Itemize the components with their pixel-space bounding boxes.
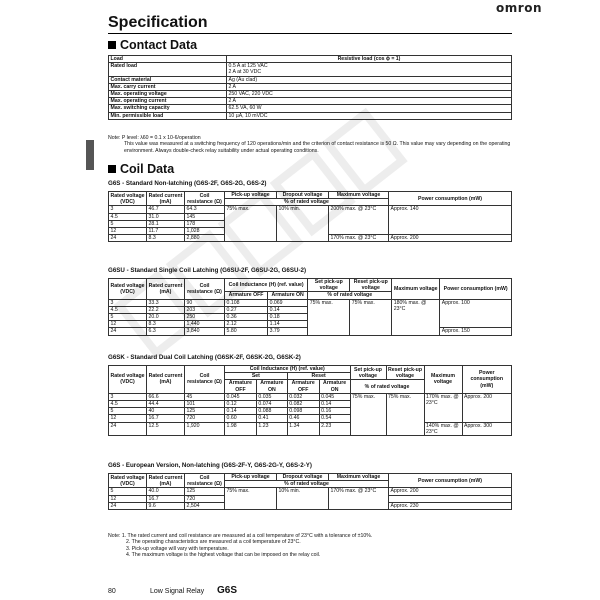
table-cell: 46.7 [147, 206, 185, 213]
table-header: Dropout voltage [277, 474, 329, 481]
table-header: Rated voltage (VDC) [109, 366, 147, 394]
table-cell: 170% max. @ 23°C [329, 488, 389, 510]
table-cell: 0.14 [268, 306, 308, 313]
coil-table-european [108, 473, 512, 510]
table-cell: 5 [109, 220, 147, 227]
table-cell [389, 495, 512, 502]
table-cell: 2.23 [319, 422, 350, 435]
table-header: Rated current (mA) [147, 192, 185, 206]
table-header: % of rated voltage [350, 380, 424, 393]
table-header: Rated voltage (VDC) [110, 474, 145, 487]
table-cell: 3 [109, 393, 147, 400]
table-header: % of rated voltage [225, 481, 389, 488]
table-title: G6SU - Standard Single Coil Latching (G6SU-2F, G6SU-2G, G6SU-2) [108, 267, 307, 274]
table-cell: 140% max. @ 23°C [424, 422, 462, 435]
table-cell: 8.3 [147, 235, 185, 242]
table-cell: Approx. 200 [462, 393, 512, 422]
table-cell: 6.3 [147, 328, 185, 335]
table-cell: 62.5 VA, 60 W [227, 105, 512, 112]
page-title: Specification [108, 14, 208, 31]
table-cell: Max. operating voltage [109, 91, 227, 98]
table-cell: 3,840 [185, 328, 225, 335]
table-cell: 0.069 [268, 299, 308, 306]
table-cell: 0.074 [256, 401, 287, 408]
table-row [109, 488, 512, 495]
table-cell: 0.108 [225, 299, 268, 306]
table-cell: 75% max. [225, 206, 277, 242]
table-cell: Approx. 300 [462, 422, 512, 435]
table-cell: 75% max. [350, 299, 392, 335]
table-cell: 24 [109, 502, 147, 509]
table-cell: 4.5 [109, 213, 147, 220]
table-cell: Load [109, 56, 227, 63]
table-cell: 1,920 [185, 422, 225, 435]
table-header: Power consumption (mW) [389, 474, 512, 488]
table-cell: 1,028 [185, 228, 225, 235]
table-header: % of rated voltage [225, 199, 389, 206]
table-cell: 170% max. @ 23°C [424, 393, 462, 422]
table-header: Maximum voltage [424, 366, 462, 394]
table-cell: Contact material [109, 76, 227, 83]
note-line: 2. The operating characteristics are measured at a coil temperature of 23°C. [126, 539, 301, 546]
footer-product-code: G6S [217, 585, 238, 596]
table-cell: 0.045 [225, 393, 257, 400]
table-title: G6S - European Version, Non-latching (G6S-2F-Y, G6S-2G-Y, G6S-2-Y) [108, 462, 312, 469]
table-cell: 250 [185, 314, 225, 321]
table-cell: 0.088 [256, 408, 287, 415]
table-header: Power consumption (mW) [440, 279, 512, 300]
table-cell: Approx. 200 [389, 235, 512, 242]
table-cell: 1.98 [225, 422, 257, 435]
table-cell: 5 [109, 408, 147, 415]
table-header: Coil resistance (Ω) [185, 279, 225, 300]
table-cell: 75% max. [350, 393, 386, 435]
table-header: Armature ON [268, 292, 308, 299]
table-cell: 101 [185, 401, 225, 408]
side-tab-marker [86, 140, 94, 170]
title-divider [108, 33, 512, 34]
table-row [109, 422, 512, 435]
table-cell: 12 [109, 321, 147, 328]
table-header: Armature ON [319, 380, 350, 393]
table-cell: 9.6 [147, 502, 185, 509]
table-cell: Min. permissible load [109, 112, 227, 119]
table-cell: 2.12 [225, 321, 268, 328]
table-cell: 170% max. @ 23°C [329, 235, 389, 242]
table-cell: 40.0 [147, 488, 185, 495]
note-line: 4. The maximum voltage is the highest voltage that can be imposed on the relay coil. [126, 552, 321, 559]
table-cell: 2,880 [185, 235, 225, 242]
table-cell: 1.34 [287, 422, 319, 435]
table-cell: 0.27 [225, 306, 268, 313]
footer-section: Low Signal Relay [150, 588, 205, 595]
table-cell: 0.18 [268, 314, 308, 321]
table-cell: 40 [147, 408, 185, 415]
table-cell: 720 [185, 495, 225, 502]
table-cell: 0.032 [287, 393, 319, 400]
table-header: Reset pick-up voltage [388, 366, 423, 379]
table-cell: 125 [185, 408, 225, 415]
table-cell: 1.23 [256, 422, 287, 435]
table-cell: 10% min. [277, 488, 329, 510]
table-cell: 145 [185, 213, 225, 220]
note-line: 3. Pick-up voltage will vary with temperature. [126, 545, 229, 552]
table-cell: 0.54 [319, 415, 350, 422]
coil-notes [108, 533, 512, 559]
note-line: Note: 1. The rated current and coil resistance are measured at a coil temperature of 23°C with a tolerance of ±10%. [108, 533, 373, 539]
table-title: G6SK - Standard Dual Coil Latching (G6SK-2F, G6SK-2G, G6SK-2) [108, 354, 301, 361]
table-cell: 0.14 [319, 401, 350, 408]
table-header: Coil resistance (Ω) [185, 192, 225, 206]
table-cell: Approx. 150 [440, 328, 512, 335]
table-header: Reset [287, 373, 350, 380]
table-cell: 75% max. [225, 488, 277, 510]
table-header: Pick-up voltage [225, 192, 277, 199]
table-header: Set [225, 373, 288, 380]
table-cell: 75% max. [386, 393, 424, 435]
table-cell: 4.5 [109, 401, 147, 408]
table-cell: Approx. 100 [440, 299, 512, 328]
table-cell: 0.41 [256, 415, 287, 422]
table-cell: 200% max. @ 23°C [329, 206, 389, 235]
table-header: Dropout voltage [277, 192, 329, 199]
table-cell: 5 [109, 488, 147, 495]
table-cell: Approx. 200 [389, 488, 512, 495]
contact-data-table [108, 55, 512, 120]
table-header: Armature ON [256, 380, 287, 393]
table-cell: 250 VAC, 220 VDC [227, 91, 512, 98]
table-cell: 0.045 [319, 393, 350, 400]
table-cell: 2 A [227, 83, 512, 90]
table-header: Power consumption (mW) [389, 192, 512, 206]
table-header: Rated voltage (VDC) [109, 279, 147, 300]
table-header: Resistive load (cos ϕ = 1) [227, 56, 512, 63]
table-cell: 178 [185, 220, 225, 227]
table-cell: 3 [109, 206, 147, 213]
table-header: Rated current (mA) [147, 279, 185, 300]
table-cell: 3 [109, 299, 147, 306]
table-cell: 0.098 [287, 408, 319, 415]
table-header: Coil resistance (Ω) [185, 366, 225, 394]
table-cell: 44.4 [147, 401, 185, 408]
table-cell: 0.5 A at 125 VAC 2 A at 30 VDC [227, 63, 512, 76]
table-header: Rated voltage (VDC) [110, 192, 145, 205]
table-cell: 11.7 [147, 228, 185, 235]
table-cell: 31.0 [147, 213, 185, 220]
table-header: Coil resistance (Ω) [185, 474, 225, 488]
table-header: Armature OFF [225, 380, 257, 393]
table-cell: 8.3 [147, 321, 185, 328]
table-header: Maximum voltage [329, 474, 389, 481]
note-line: This value was measured at a switching frequency of 120 operations/min and the criterion of contact resistance is 50 Ω. This value may vary depending on the operating environment. Always double-check relay suitability under actual operating conditions. [124, 141, 511, 154]
coil-data-heading: Coil Data [108, 162, 174, 176]
table-cell: 90 [185, 299, 225, 306]
square-bullet-icon [108, 41, 116, 49]
table-cell: 0.16 [319, 408, 350, 415]
table-cell: 12 [109, 495, 147, 502]
square-bullet-icon [108, 165, 116, 173]
table-cell: 66.6 [147, 393, 185, 400]
table-cell: Max. switching capacity [109, 105, 227, 112]
table-header: Pick-up voltage [225, 474, 277, 481]
table-row [109, 393, 512, 400]
table-cell: 24 [109, 422, 147, 435]
table-cell: 0.46 [287, 415, 319, 422]
table-cell: 180% max. @ 23°C [392, 299, 440, 335]
table-cell: 24 [109, 235, 147, 242]
table-header: Maximum voltage [329, 192, 389, 199]
table-cell: 3.79 [268, 328, 308, 335]
table-cell: 0.12 [225, 401, 257, 408]
table-header: Maximum voltage [392, 279, 440, 300]
table-cell: 0.035 [256, 393, 287, 400]
table-cell: Rated load [109, 63, 227, 76]
table-cell: 1,440 [185, 321, 225, 328]
table-cell: 0.14 [225, 408, 257, 415]
footer-page-number: 80 [108, 588, 116, 595]
table-cell: 10% min. [277, 206, 329, 242]
contact-data-heading: Contact Data [108, 38, 197, 52]
table-cell: 4.5 [109, 306, 147, 313]
table-header: Armature OFF [287, 380, 319, 393]
table-cell: 22.2 [147, 306, 185, 313]
table-header: % of rated voltage [308, 292, 392, 299]
table-cell: 10 µA, 10 mVDC [227, 112, 512, 119]
table-cell: 5 [109, 314, 147, 321]
table-cell: 45 [185, 393, 225, 400]
table-cell: Approx. 140 [389, 206, 512, 235]
table-cell: 0.082 [287, 401, 319, 408]
table-cell: 12.5 [147, 422, 185, 435]
table-cell: 203 [185, 306, 225, 313]
table-cell: Ag (Au clad) [227, 76, 512, 83]
table-header: Coil Inductance (H) (ref. value) [225, 366, 351, 373]
table-cell: 20.0 [147, 314, 185, 321]
note-line: Note: P level: λ60 = 0.1 x 10-6/operation [108, 135, 201, 141]
table-header: Set pick-up voltage [308, 279, 350, 292]
table-header: Set pick-up voltage [350, 366, 386, 380]
table-header: Rated current (mA) [147, 366, 185, 394]
table-cell: 16.7 [147, 415, 185, 422]
table-cell: 75% max. [308, 299, 350, 335]
table-header: Rated current (mA) [147, 474, 185, 488]
table-header: Reset pick-up voltage [350, 279, 392, 292]
table-cell: 12 [109, 228, 147, 235]
table-header: Power consumption (mW) [462, 366, 512, 394]
table-cell: 24 [109, 328, 147, 335]
table-header: Armature OFF [225, 292, 268, 299]
table-cell: 0.36 [225, 314, 268, 321]
table-cell: 0.60 [225, 415, 257, 422]
table-cell: 33.3 [147, 299, 185, 306]
table-cell: 720 [185, 415, 225, 422]
table-cell: 16.7 [147, 495, 185, 502]
table-cell: 12 [109, 415, 147, 422]
table-cell: 125 [185, 488, 225, 495]
table-cell: 5.80 [225, 328, 268, 335]
table-cell: 64.3 [185, 206, 225, 213]
table-cell: 1.14 [268, 321, 308, 328]
omron-logo: omron [496, 1, 542, 15]
table-cell: 28.1 [147, 220, 185, 227]
table-cell: 2 A [227, 98, 512, 105]
table-header: Coil Inductance (H) (ref. value) [225, 279, 308, 292]
table-cell: Approx. 230 [389, 502, 512, 509]
table-cell: Max. carry current [109, 83, 227, 90]
table-cell: 2,504 [185, 502, 225, 509]
table-title: G6S - Standard Non-latching (G6S-2F, G6S-2G, G6S-2) [108, 180, 267, 187]
table-cell: Max. operating current [109, 98, 227, 105]
